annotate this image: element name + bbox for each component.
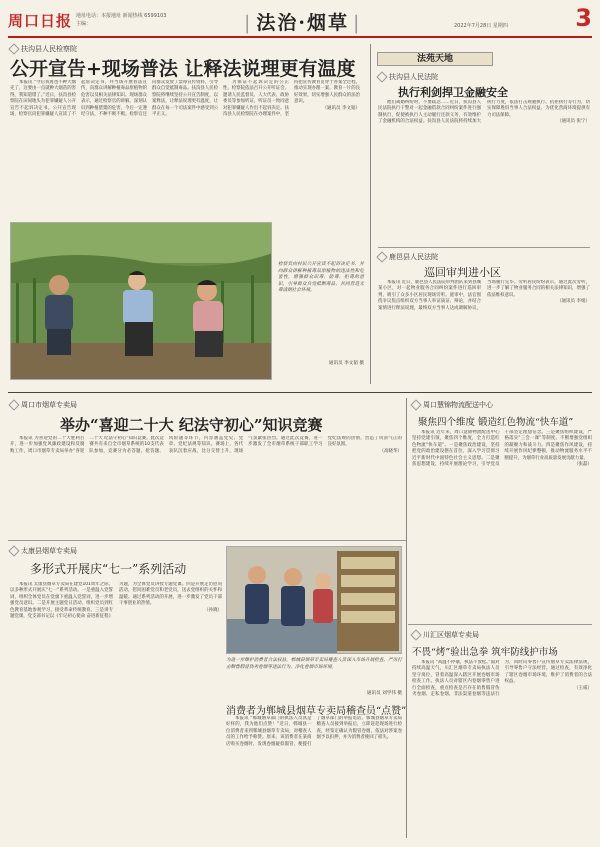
article2-para: 本报讯 为喜迎党的二十大胜利召开，进一步加强党风廉政建设和反腐败工作，周口市烟草专卖局举办“喜迎二十大 纪法守初心”知识竞赛。此次竞赛共有来自全市烟草系统的10支代表队参加，竞赛分为必答题、抢答题、风险题等环节，内容涵盖党史、党章、党纪法规等知识。赛场上，各代表队沉着应战，比分交替上升，现场气氛紧张热烈。通过此次竞赛，进一步激发了全市烟草系统干部职工学习党纪法规的热情，营造了风清气正的良好氛围。	[10, 436, 402, 454]
fayuan-a-para: 他们离婚纠纷时，不要疏忽……近日，扶沟县人民法院执行干警对一起金融借款合同纠纷案件进行强制执行，促使被执行人主动履行还款义务，有效维护了金融机构的合法权益。扶沟县人民法院将持续加大执行力度，依法打击规避执行、抗拒执行等行为，切实保障胜诉当事人合法权益，为优化营商环境提供有力司法保障。	[378, 100, 590, 125]
article5-body	[412, 430, 592, 618]
article4-photo-credit: 通讯员 刘学伟 摄	[366, 691, 402, 696]
article3-body	[10, 582, 222, 840]
article5-sign: （张磊）	[574, 462, 592, 468]
article4-photo-caption: 为进一步维护消费者合法权益，郸城县烟草专卖局稽查人员深入市场开展检查，严厉打击制售假冒伪劣卷烟等违法行为，净化卷烟市场环境。	[226, 658, 402, 670]
article1-para1: 本报讯 “今后我再也不种大烟壳了，这要由一点就种大烟苗的害得，我知道错了。”近日，扶沟县检察院在田间地头为犯罪嫌疑人公开宣告不起诉决定书。公开宣告现场，检察官向犯罪嫌疑人宣读了不起诉决定书，并当场开展普法宣传，向群众讲解种植毒品原植物的危害以及相关法律知识。现场群众表示，通过检察官的讲解，深刻认识到种植罂粟的危害，今后一定遵纪守法，不种不吸不贩。检察官还向群众发放了禁毒宣传资料，引导群众自觉抵制毒品。扶沟县人民检察院将继续坚持公开宣告制度，以案释法，让释法说理更有温度，让群众在每一个司法案件中感受到公平正义。	[10, 80, 218, 118]
fayuan-b-para: 本报讯 近日，鹿邑县人民法院审判团队来到县城某小区，对一起物业服务合同纠纷案件进行巡回审判，吸引了众多小区居民现场旁听。庭审中，法官围绕争议焦点组织双方当事人举证质证、辩论，并结合案情进行释法说理，最终双方当事人达成调解协议，当场履行完毕。旁听居民纷纷表示，通过此次旁听，进一步了解了物业服务合同的相关法律知识，增强了依法维权意识。	[378, 280, 590, 311]
right-column-divider	[370, 44, 371, 384]
article4-photo	[226, 546, 402, 654]
store-photo-illustration	[227, 547, 402, 654]
article1-photo-credit: 通讯员 李文韬 摄	[328, 361, 364, 366]
article3-headline: 多形式开展庆“七一”系列活动	[30, 562, 187, 576]
article1-headline: 公开宣告+现场普法 让释法说理更有温度	[10, 58, 356, 80]
article1-body	[10, 80, 360, 204]
masthead-info-line2: 主编：	[76, 21, 92, 27]
fayuan-b-kicker: 鹿邑县人民法院	[378, 252, 438, 262]
newspaper-logo: 周口日报	[8, 12, 73, 30]
divider-article2	[8, 540, 406, 541]
fayuan-b-sign: （通讯员 李娟）	[557, 299, 590, 305]
fayuan-a-body	[378, 100, 590, 242]
article4-headline: 消费者为郸城县烟草专卖局稽查员“点赞”	[226, 706, 407, 717]
lower-right-divider	[406, 398, 407, 838]
fayuan-b-headline: 巡回审判进小区	[424, 266, 501, 279]
divider-upper-lower	[8, 392, 592, 393]
article1-sign: （通讯员 李文韬）	[322, 105, 360, 111]
article1-photo-caption: 检察官向村民公开宣读不起诉决定书，并向群众讲解种植毒品原植物的违法性和危害性，增强群众识毒、防毒、拒毒的意识，引导群众自觉抵制毒品，共同营造无毒清朗社会环境。	[278, 262, 364, 294]
field-photo-illustration	[11, 223, 272, 380]
article5-kicker: 周口慧锦物流配送中心	[412, 400, 493, 410]
masthead-info	[76, 12, 166, 28]
article4-body	[226, 716, 402, 840]
article3-para: 本报讯 太康县烟草专卖局在建党101周年之际，以多种形式开展庆“七一”系列活动。一是重温入党誓词，组织全体党员在党旗下重温入党誓词，进一步增强党员意识。二是开展主题党日活动，组织党员到红色教育基地参观学习，接受革命传统教育。三是讲专题党课，党支部书记以《牢记初心使命 奋进新征程》为题，为全体党员讲授专题党课。四是开展走访慰问活动，慰问困难党员和老党员，送去党组织的关怀和温暖。通过系列活动的开展，进一步激发了党员干部干事创业的热情。	[10, 582, 222, 620]
article1-photo	[10, 222, 272, 380]
article2-headline: 举办“喜迎二十大 纪法守初心”知识竞赛	[60, 416, 323, 434]
article5-para: 本报讯 近年来，周口慧锦物流配送中心坚持党建引领，聚焦四个维度，全力打造红色物流“快车道”。一是聚焦政治建设，坚持把党的政治建设摆在首位，深入学习贯彻习近平新时代中国特色社会主义思想。二是聚焦思想建设，持续开展理论学习，引导党员干部坚定理想信念。三是聚焦组织建设，严格落实“三会一课”等制度，不断增强党组织的凝聚力和战斗力。四是聚焦作风建设，持续开展作风纪律整顿，推动物流服务水平不断提升，为烟草行业高质量发展贡献力量。	[412, 430, 592, 468]
section-title: | 法治·烟草 |	[244, 12, 362, 34]
page-number: 3	[575, 4, 592, 32]
article3-kicker: 太康县烟草专卖局	[10, 546, 77, 556]
section-title-text: 法治·烟草	[256, 12, 350, 34]
article6-headline: 不畏“烤”验出急拳 筑牢防线护市场	[412, 647, 558, 658]
divider-fayuan	[378, 247, 590, 248]
article4-para: 本报讯 “郸城烟草部门的执法人员真是好样的，我为他们点赞！”近日，郸城县一位消费者来到郸城县烟草专卖局，对稽查人员的工作给予称赞。原来，该消费者在某商店购买卷烟时，发现卷烟疑似假冒，便拨打了烟草部门的举报电话。郸城县烟草专卖局稽查人员接到举报后，立即赶赴现场进行检查，经鉴定确认为假冒卷烟，依法对涉案卷烟予以扣押，并为消费者挽回了损失。	[226, 716, 402, 747]
article2-sign: （高晓华）	[379, 448, 402, 454]
fayuan-a-headline: 执行利剑捍卫金融安全	[398, 86, 508, 99]
article6-para: 本报讯 “高温不停歇，执法不放松。”面对持续高温天气，川汇区烟草专卖局执法人员坚守岗位，冒着高温深入辖区开展卷烟市场检查工作。执法人员对辖区内卷烟零售户进行全面检查，重点检查是否存在销售假冒伪劣卷烟、走私卷烟、非法渠道卷烟等违法行为，同时向零售户宣传烟草专卖法律法规，引导零售户守法经营。通过检查，有效净化了辖区卷烟市场环境，维护了消费者的合法权益。	[412, 660, 592, 698]
article2-kicker: 周口市烟草专卖局	[10, 400, 77, 410]
fayuan-b-body	[378, 280, 590, 384]
article1-kicker: 扶沟县人民检察院	[10, 44, 77, 54]
article6-body	[412, 660, 592, 840]
article1-para2: 为保证不起诉决定的公正性，检察院依法召开公开听证会，邀请人民监督员、人大代表、政协委员等参加听证，听证员一致同意对犯罪嫌疑人作出不起诉决定。扶沟县人民检察院在办理案件中，坚持把宣传教育贯穿于办案全过程，推动实现办理一案、教育一片的良好效果，切实增强人民群众的法治意识。	[223, 80, 360, 118]
article6-kicker: 川汇区烟草专卖局	[412, 630, 479, 640]
fayuan-a-kicker: 扶沟县人民法院	[378, 72, 438, 82]
article6-sign: （王威）	[574, 685, 592, 691]
masthead-info-line1: 地址电话：本报地址 新闻热线 6599103	[76, 13, 167, 19]
article5-headline: 聚焦四个维度 锻造红色物流“快车道”	[418, 417, 574, 428]
fayuan-a-sign: （通讯员 张宁）	[557, 119, 590, 125]
dateline: 2022年7月28日 星期四	[454, 23, 508, 29]
divider-article5	[408, 624, 592, 625]
masthead	[8, 6, 592, 38]
article2-body	[10, 436, 402, 534]
fayuan-box-title: 法苑天地	[377, 52, 493, 66]
article3-sign: （孙晓）	[204, 607, 222, 613]
